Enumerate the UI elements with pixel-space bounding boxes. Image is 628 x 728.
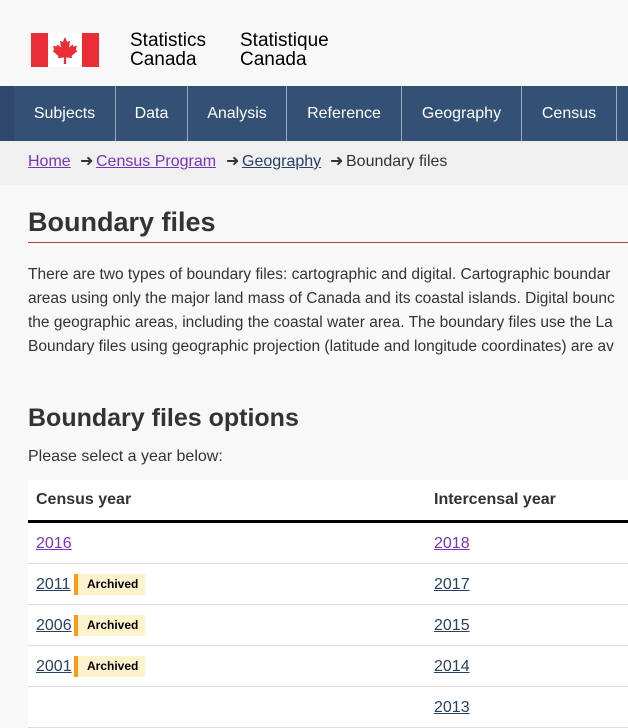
- table-header: [28, 480, 628, 523]
- boundary-files-table: [28, 480, 628, 728]
- census-year-link[interactable]: 2001: [36, 658, 72, 675]
- intro-paragraph: [28, 263, 628, 359]
- intercensal-year-cell: [434, 534, 470, 554]
- breadcrumb-geography[interactable]: [242, 152, 321, 172]
- menu-item-census[interactable]: Census: [521, 86, 616, 141]
- breadcrumb-current: Boundary files: [346, 153, 448, 170]
- menu-edge: [0, 86, 14, 141]
- intercensal-year-link[interactable]: 2017: [434, 576, 470, 593]
- signature-en-line2: Canada: [130, 49, 197, 70]
- signature-english[interactable]: [130, 31, 206, 69]
- menu-item-geography[interactable]: Geography: [401, 86, 521, 141]
- intro-line: areas using only the major land mass of Canada and its coastal islands. Digital bounc: [28, 290, 615, 307]
- breadcrumb-arrow-icon: ➜: [330, 153, 344, 170]
- main-content: [0, 185, 628, 716]
- intro-line: There are two types of boundary files: cartographic and digital. Cartographic boundar: [28, 266, 611, 283]
- census-year-cell: [36, 534, 72, 554]
- breadcrumb-geography-link[interactable]: Geography: [242, 153, 322, 170]
- signature-en-line1: Statistics: [130, 30, 207, 51]
- menu-item-analysis[interactable]: Analysis: [187, 86, 286, 141]
- intercensal-year-cell: [434, 698, 470, 718]
- intercensal-year-link[interactable]: 2013: [434, 699, 470, 716]
- breadcrumb: [0, 141, 628, 185]
- intercensal-year-cell: [434, 657, 470, 677]
- intercensal-year-link[interactable]: 2018: [434, 535, 470, 552]
- page-title: Boundary files: [28, 207, 216, 237]
- menu-item-data[interactable]: Data: [115, 86, 187, 141]
- archived-badge: Archived: [74, 615, 145, 636]
- header-census-year: Census year: [36, 491, 132, 508]
- table-row: [28, 564, 628, 605]
- census-year-cell: [36, 575, 70, 595]
- menu-item-subjects[interactable]: Subjects: [33, 105, 96, 122]
- census-year-link[interactable]: 2006: [36, 617, 72, 634]
- archived-badge: Archived: [74, 656, 145, 677]
- census-year-link[interactable]: 2011: [36, 576, 71, 593]
- intro-line: the geographic areas, including the coastal water area. The boundary files use the La: [28, 314, 613, 331]
- signature-fr-line1: Statistique: [240, 30, 329, 51]
- intercensal-year-link[interactable]: 2015: [434, 617, 470, 634]
- breadcrumb-arrow-icon: ➜: [226, 153, 240, 170]
- breadcrumb-census-program-link[interactable]: Census Program: [96, 153, 217, 170]
- breadcrumb-census-program[interactable]: [96, 152, 216, 172]
- intercensal-year-cell: [434, 616, 470, 636]
- intercensal-year-cell: [434, 575, 470, 595]
- census-year-cell: [36, 657, 72, 677]
- table-row: [28, 523, 628, 564]
- breadcrumb-arrow-icon: ➜: [80, 153, 94, 170]
- header-intercensal-year: Intercensal year: [434, 491, 556, 508]
- select-year-prompt: Please select a year below:: [28, 448, 223, 465]
- signature-french[interactable]: [240, 31, 329, 69]
- census-year-link[interactable]: 2016: [36, 535, 72, 552]
- menu-item-overflow[interactable]: [616, 86, 628, 141]
- archived-badge: Archived: [74, 574, 145, 595]
- canada-flag-icon[interactable]: [31, 33, 99, 67]
- breadcrumb-home-link[interactable]: Home: [28, 153, 71, 170]
- intercensal-year-link[interactable]: 2014: [434, 658, 470, 675]
- options-heading: Boundary files options: [28, 404, 299, 432]
- signature-fr-line2: Canada: [240, 49, 307, 70]
- site-header: [0, 0, 628, 86]
- title-underline: [28, 242, 628, 243]
- breadcrumb-home[interactable]: [28, 152, 71, 172]
- main-menu: [0, 86, 628, 142]
- table-row: [28, 646, 628, 687]
- menu-item-reference[interactable]: Reference: [286, 86, 401, 141]
- intro-line: Boundary files using geographic projection (latitude and longitude coordinates) are av: [28, 338, 614, 355]
- table-row: [28, 687, 628, 728]
- census-year-cell: [36, 616, 72, 636]
- table-row: [28, 605, 628, 646]
